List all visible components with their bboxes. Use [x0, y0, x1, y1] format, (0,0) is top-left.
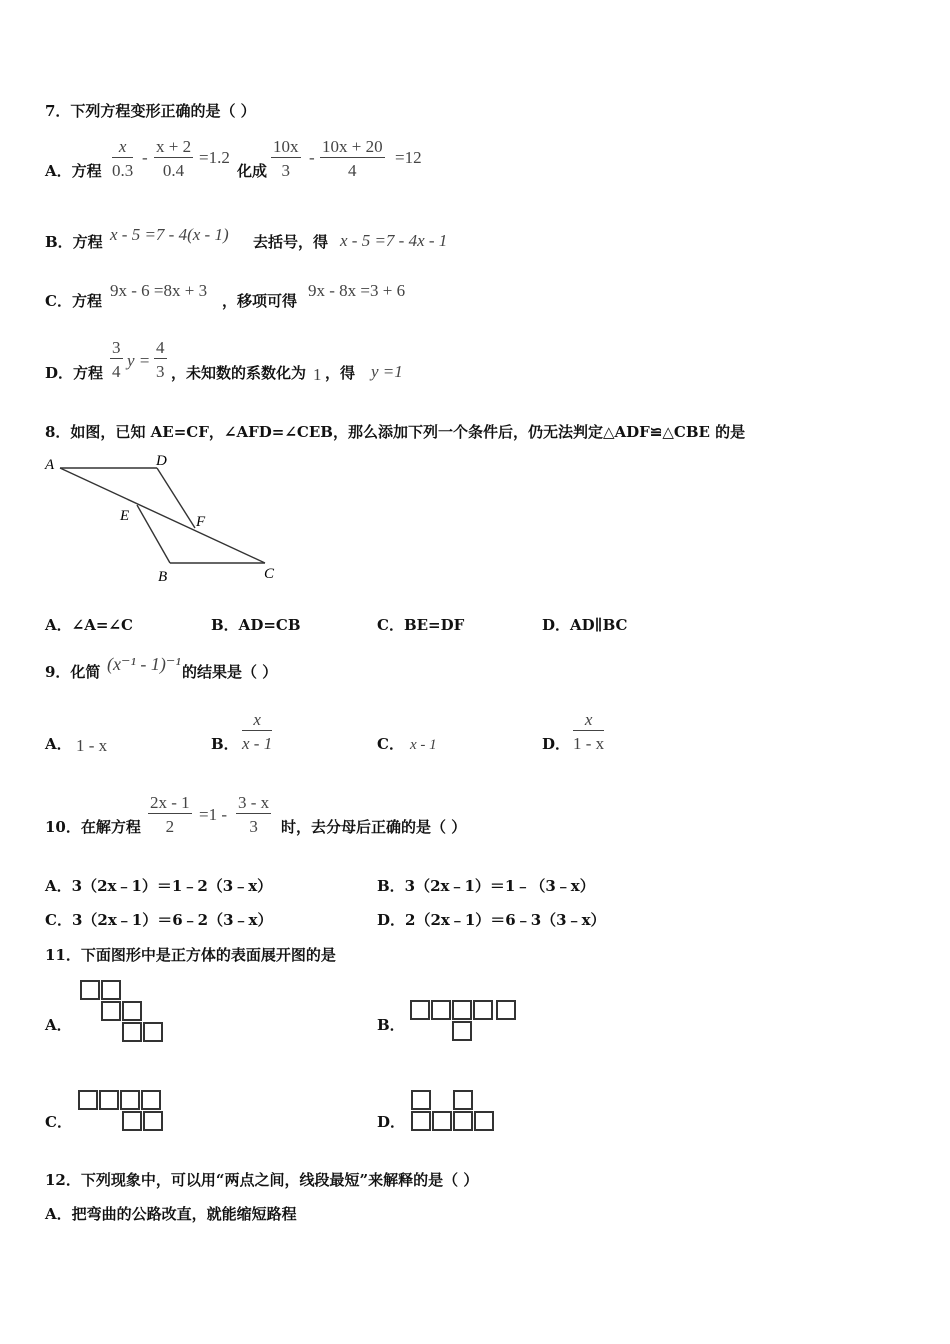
q9-option-a-value: 1 - x [76, 736, 108, 755]
q11-option-a-label: A． [45, 1016, 72, 1034]
q7-a-equals-2: =12 [395, 148, 422, 167]
q9-stem-suffix: 的结果是（ ） [182, 663, 278, 681]
q9-option-a-label: A． [45, 735, 72, 753]
q7-a-fraction-1: $\frac{x}{0.3}$ [112, 137, 134, 180]
q7-c-equation: 9x - 6 =8x + 3 [110, 281, 208, 300]
q7-a-minus-2: - [309, 148, 315, 167]
q10-fraction-1: $\frac{2x - 1}{2}$ [150, 793, 190, 836]
q7-c-mid: ，移项可得 [222, 292, 298, 310]
q7-d-mid: ，未知数的系数化为 [171, 364, 307, 382]
q8-stem: 8．如图，已知 AE=CF，∠AFD=∠CEB，那么添加下列一个条件后，仍无法判定△ADF≌△CBE 的是 [45, 423, 746, 441]
q7-stem: 7．下列方程变形正确的是（ ） [45, 102, 256, 120]
q9-option-b-label: B． [211, 735, 239, 753]
q7-d-fraction-2: $\frac{4}{3}$ [156, 338, 165, 381]
q10-equals: =1 - [199, 805, 227, 824]
q11-option-b-label: B． [377, 1016, 405, 1034]
point-f-label: F [196, 514, 206, 530]
q9-option-d-label: D． [542, 735, 571, 753]
q7-a-fraction-2: $\frac{x + 2}{0.4}$ [156, 137, 192, 180]
q12-stem: 12．下列现象中，可以用“两点之间，线段最短”来解释的是（ ） [45, 1171, 479, 1189]
point-d-label: D [156, 453, 167, 469]
q11-option-d-label: D． [377, 1113, 406, 1131]
q8-figure [40, 450, 290, 590]
q7-option-a-label: A．方程 [45, 162, 102, 180]
point-a-label: A [45, 457, 55, 473]
q7-d-one: 1 [313, 365, 322, 384]
point-e-label: E [120, 508, 130, 524]
q7-c-result: 9x - 8x =3 + 6 [308, 281, 406, 300]
q10-option-d: D．2（2x﹣1）＝6﹣3（3﹣x） [377, 911, 606, 929]
q8-option-b: B．AD=CB [211, 616, 301, 634]
q7-a-equals-1: =1.2 [199, 148, 230, 167]
q9-stem-prefix: 9．化简 [45, 663, 101, 681]
segment-eb [137, 505, 170, 563]
q10-stem-suffix: 时，去分母后正确的是（ ） [281, 818, 467, 836]
q7-a-fraction-4: $\frac{10x + 20}{4}$ [322, 137, 383, 180]
q8-option-a: A．∠A=∠C [45, 616, 133, 634]
q9-option-d-fraction: $\frac{x}{1 - x}$ [573, 710, 605, 753]
q8-option-c: C．BE=DF [377, 616, 465, 634]
q11-stem: 11．下面图形中是正方体的表面展开图的是 [45, 946, 336, 964]
q7-d-y: y = [127, 351, 151, 370]
q7-d-fraction-1: $\frac{3}{4}$ [112, 338, 121, 381]
q10-option-b: B．3（2x﹣1）＝1﹣（3﹣x） [377, 877, 595, 895]
q7-a-minus-1: - [142, 148, 148, 167]
q9-expression: (x⁻¹ - 1)⁻¹ [107, 654, 181, 674]
q7-option-d-label: D．方程 [45, 364, 104, 382]
q7-d-mid2: ，得 [325, 364, 356, 382]
q7-a-mid: 化成 [237, 162, 268, 180]
q9-option-c-value: x - 1 [410, 737, 437, 753]
segment-df [157, 468, 195, 528]
q11-option-c-label: C． [45, 1113, 72, 1131]
q7-d-result: y =1 [371, 362, 403, 381]
q10-option-c: C．3（2x﹣1）＝6﹣2（3﹣x） [45, 911, 273, 929]
q9-option-c-label: C． [377, 735, 404, 753]
q7-b-mid: 去括号，得 [253, 233, 329, 251]
q7-option-b-label: B．方程 [45, 233, 103, 251]
q10-fraction-2: $\frac{3 - x}{3}$ [238, 793, 270, 836]
point-c-label: C [264, 566, 275, 582]
q7-b-result: x - 5 =7 - 4x - 1 [340, 231, 448, 250]
q7-a-fraction-3: $\frac{10x}{3}$ [273, 137, 299, 180]
q8-option-d: D．AD∥BC [542, 616, 628, 634]
q10-option-a: A．3（2x﹣1）＝1﹣2（3﹣x） [45, 877, 273, 895]
q7-option-c-label: C．方程 [45, 292, 102, 310]
q12-option-a: A．把弯曲的公路改直，就能缩短路程 [45, 1205, 297, 1223]
point-b-label: B [158, 569, 168, 585]
q7-b-equation: x - 5 =7 - 4(x - 1) [110, 225, 229, 244]
q9-option-b-fraction: $\frac{x}{x - 1}$ [242, 710, 273, 753]
q10-stem-prefix: 10．在解方程 [45, 818, 141, 836]
